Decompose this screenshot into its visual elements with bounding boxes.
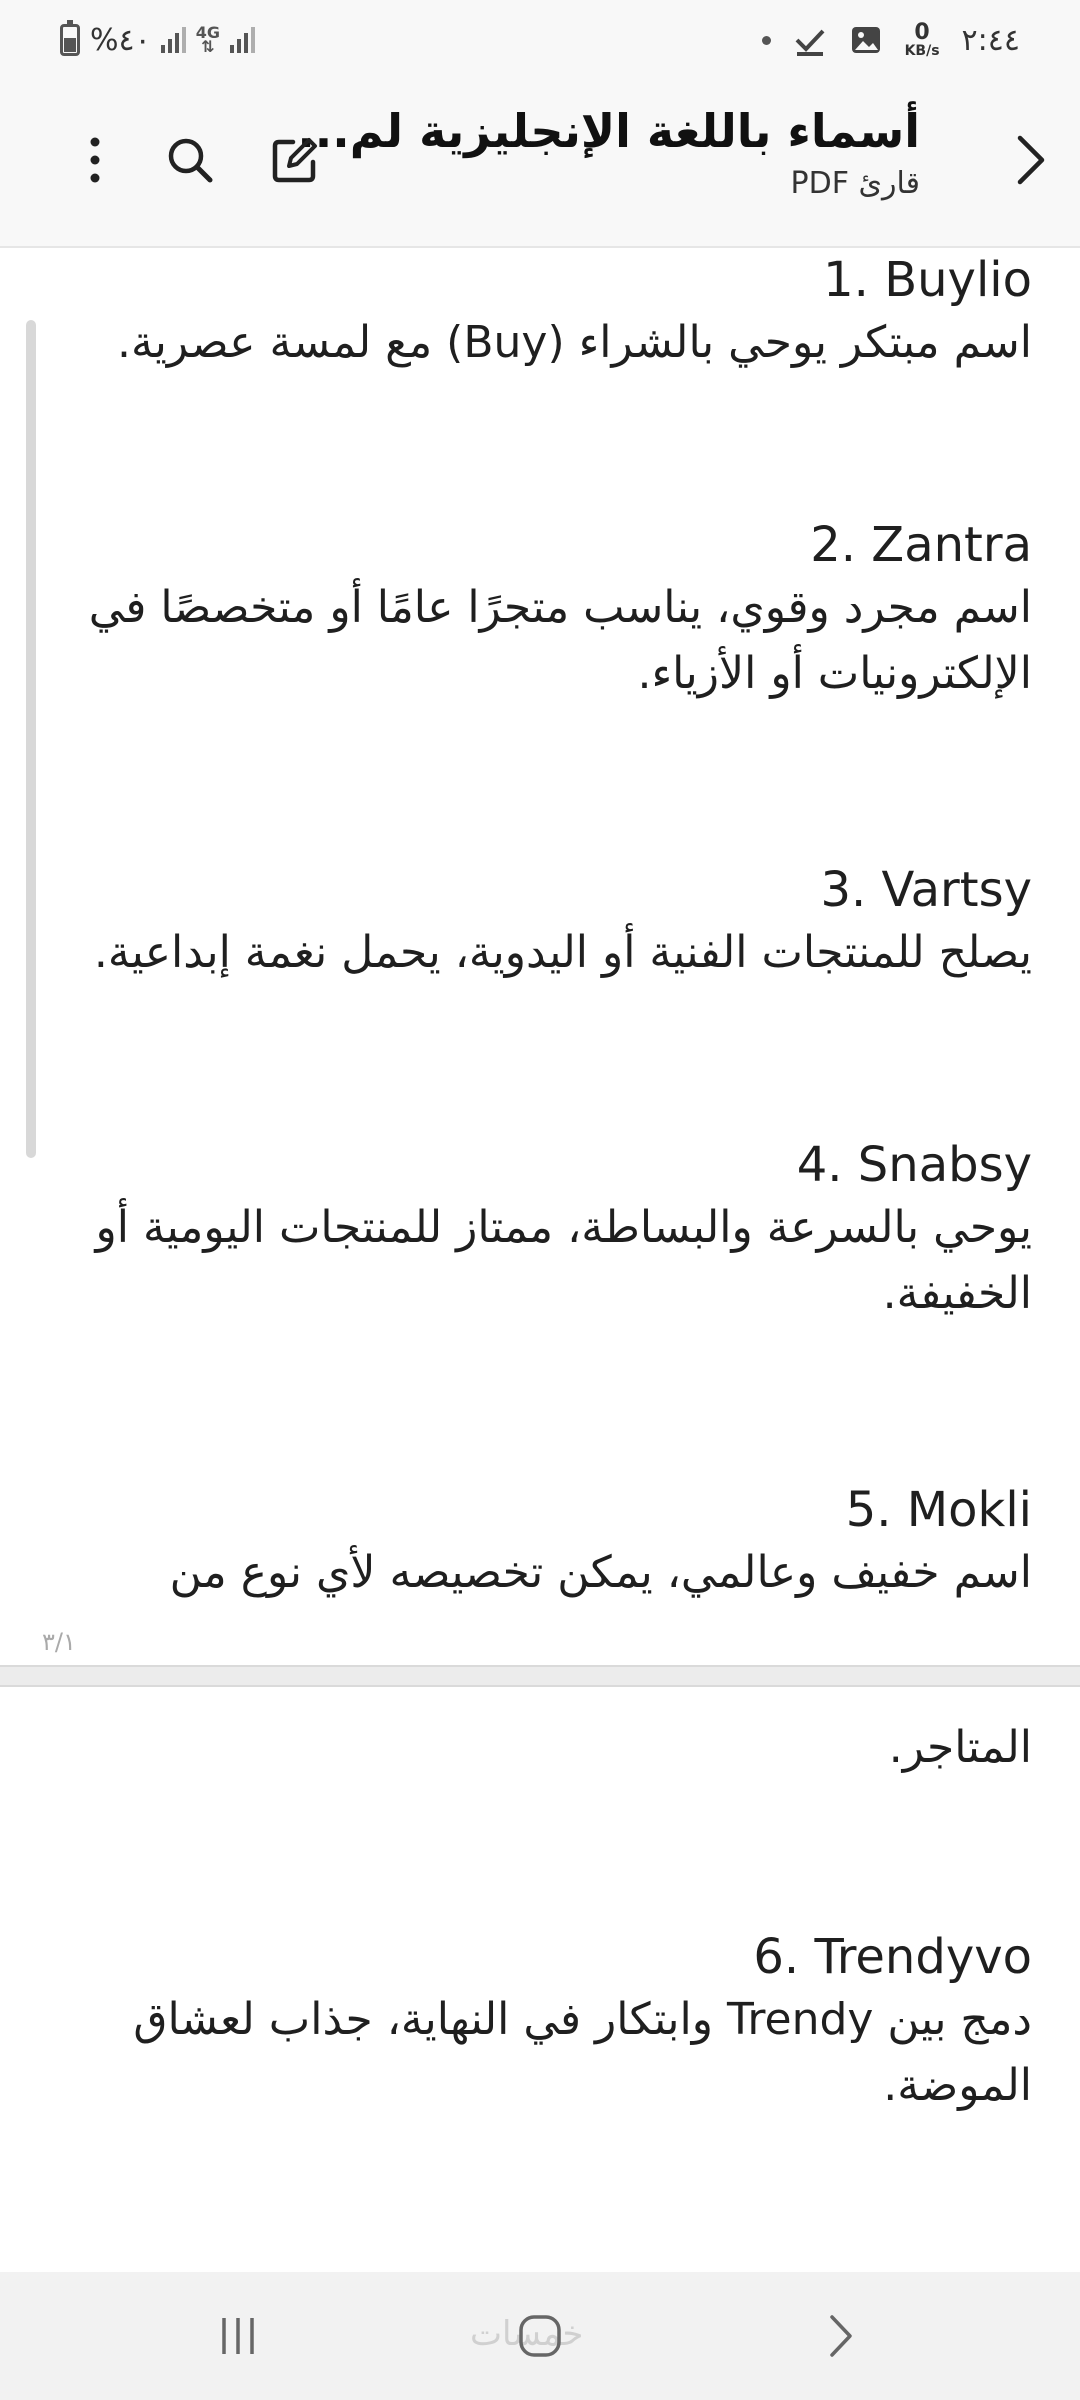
entry-title: 2. Zantra <box>810 517 1032 573</box>
more-vertical-icon <box>85 132 105 188</box>
notification-dot-icon <box>762 36 771 45</box>
battery-icon <box>60 24 80 56</box>
list-item <box>32 1480 1032 1606</box>
nav-back-button[interactable] <box>795 2296 885 2376</box>
search-button[interactable] <box>150 120 230 200</box>
entry-title: 6. Trendyvo <box>753 1929 1032 1985</box>
list-item <box>32 860 1032 986</box>
page-subtitle: قارئ PDF <box>790 166 920 201</box>
net-speed: 0 KB/s <box>904 20 940 59</box>
list-item <box>32 515 1032 707</box>
page-title: أسماء باللغة الإنجليزية لم... <box>297 104 920 158</box>
clock: ٢:٤٤ <box>961 22 1020 58</box>
page-indicator: ٣/١ <box>42 1628 76 1656</box>
chevron-right-icon <box>1008 130 1052 190</box>
list-item <box>32 1927 1032 2119</box>
entry-title: 4. Snabsy <box>796 1137 1032 1193</box>
status-right <box>762 18 1020 62</box>
list-item <box>32 1715 1032 1781</box>
document-page-1[interactable] <box>0 250 1080 1665</box>
entry-description: اسم مبتكر يوحي بالشراء (Buy) مع لمسة عصرية. <box>117 317 1032 368</box>
document-page-2[interactable] <box>0 1687 1080 2272</box>
entry-description: يصلح للمنتجات الفنية أو اليدوية، يحمل نغمة إبداعية. <box>93 927 1032 978</box>
app-bar <box>0 80 1080 248</box>
status-bar <box>0 0 1080 80</box>
edit-button[interactable] <box>255 120 335 200</box>
search-icon <box>162 132 218 188</box>
list-item <box>32 250 1032 376</box>
home-button[interactable] <box>495 2296 585 2376</box>
signal-icon-2 <box>230 27 255 53</box>
navigation-bar <box>0 2272 1080 2400</box>
back-button[interactable] <box>990 120 1070 200</box>
home-icon <box>515 2311 565 2361</box>
entry-title: 5. Mokli <box>845 1482 1032 1538</box>
list-item <box>32 1135 1032 1327</box>
entry-continuation: المتاجر. <box>888 1722 1032 1773</box>
watermark: خمسات <box>470 2314 584 2354</box>
entry-description: دمج بين Trendy وابتكار في النهاية، جذاب لعشاق الموضة. <box>133 1994 1032 2111</box>
entry-description: اسم خفيف وعالمي، يمكن تخصيصه لأي نوع من <box>169 1547 1032 1598</box>
scrollbar[interactable] <box>26 320 36 1158</box>
signal-icon <box>161 27 186 53</box>
more-options-button[interactable] <box>55 120 135 200</box>
back-arrow-icon <box>822 2311 858 2361</box>
image-icon <box>849 23 883 57</box>
network-type: 4G ⇅ <box>195 23 221 56</box>
status-left <box>60 18 255 62</box>
recents-icon <box>216 2314 260 2358</box>
edit-icon <box>267 132 323 188</box>
entry-description: اسم مجرد وقوي، يناسب متجرًا عامًا أو متخصصًا في الإلكترونيات أو الأزياء. <box>88 582 1032 699</box>
entry-description: يوحي بالسرعة والبساطة، ممتاز للمنتجات اليومية أو الخفيفة. <box>95 1202 1032 1319</box>
entry-title: 1. Buylio <box>823 252 1032 308</box>
entry-title: 3. Vartsy <box>820 862 1032 918</box>
recents-button[interactable] <box>193 2296 283 2376</box>
check-icon <box>793 23 827 57</box>
page-separator <box>0 1665 1080 1687</box>
title-area <box>297 104 920 201</box>
battery-percent: %٤٠ <box>90 22 151 58</box>
